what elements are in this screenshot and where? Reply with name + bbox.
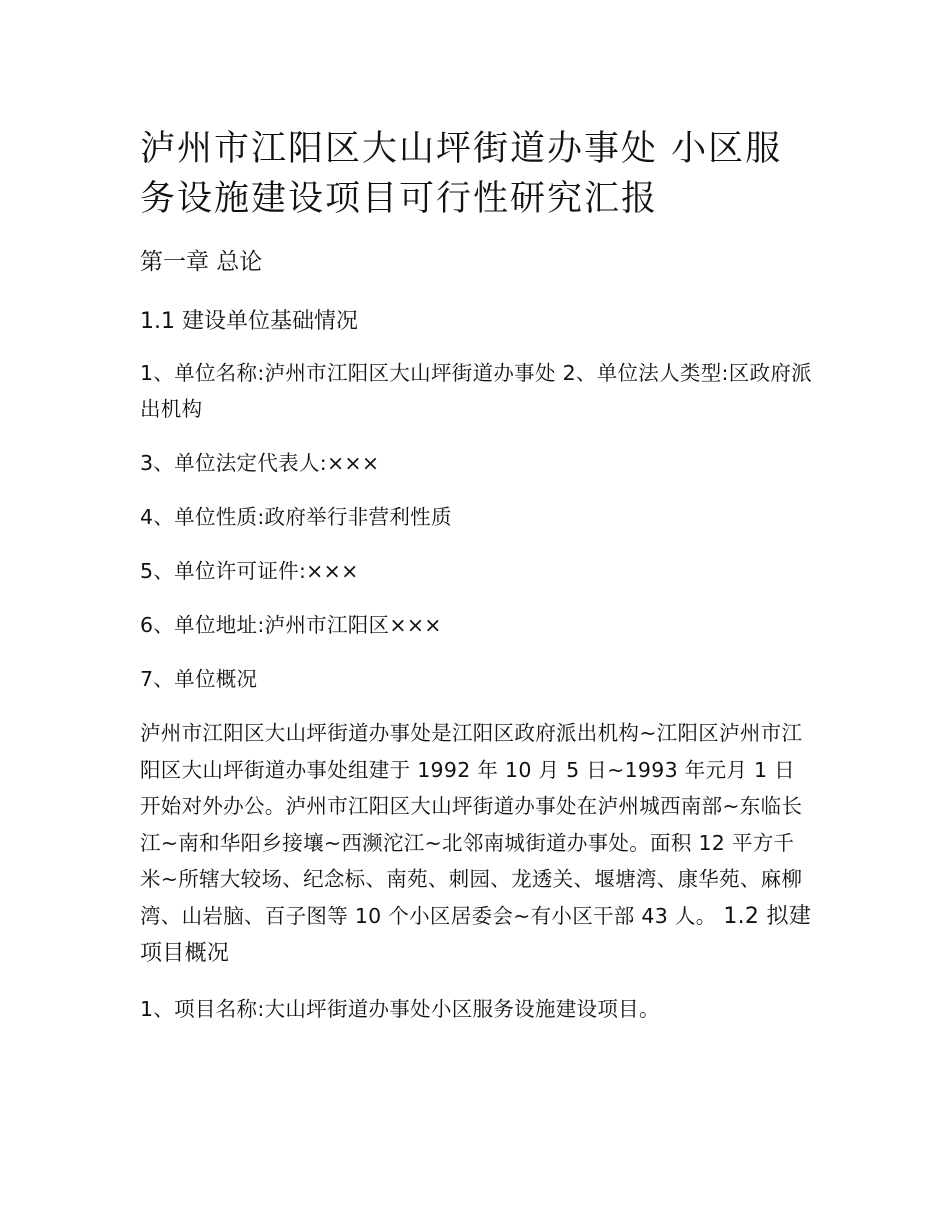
document-title: 泸州市江阳区大山坪街道办事处 小区服务设施建设项目可行性研究汇报: [140, 129, 783, 219]
chapter-heading: 第一章 总论: [140, 249, 263, 275]
unit-license-item: 5、单位许可证件:×××: [140, 559, 359, 583]
unit-name-item: 1、单位名称:泸州市江阳区大山坪街道办事处 2、单位法人类型:区政府派出机构: [140, 361, 812, 421]
unit-overview-item: 7、单位概况: [140, 667, 258, 691]
document-page: [140, 124, 812, 1027]
legal-representative-item: 3、单位法定代表人:×××: [140, 451, 380, 475]
overview-text: 泸州市江阳区大山坪街道办事处是江阳区政府派出机构~江阳区泸州市江阳区大山坪街道办事处组建于 1992 年 10 月 5 日~1993 年元月 1 日开始对外办公。泸州市江阳区大山坪街道办事处在泸州城西南部~东临长江~南和华阳乡接壤~西濒沱江~北邻南城街道办事处。面积 12 平方千米~所辖大较场、纪念标、南苑、刺园、龙透关、堰塘湾、康华苑、麻柳湾、山岩脑、百子图等 10 个小区居委会~有小区干部 43 人。: [140, 721, 803, 928]
section-heading-1-2: 1.2 拟建项目概况: [140, 903, 812, 966]
unit-address-item: 6、单位地址:泸州市江阳区×××: [140, 613, 442, 637]
project-name-item: 1、项目名称:大山坪街道办事处小区服务设施建设项目。: [140, 996, 660, 1021]
section-heading-1-1: 1.1 建设单位基础情况: [140, 309, 358, 334]
unit-nature-item: 4、单位性质:政府举行非营利性质: [140, 505, 452, 529]
overview-paragraph: [140, 715, 812, 973]
